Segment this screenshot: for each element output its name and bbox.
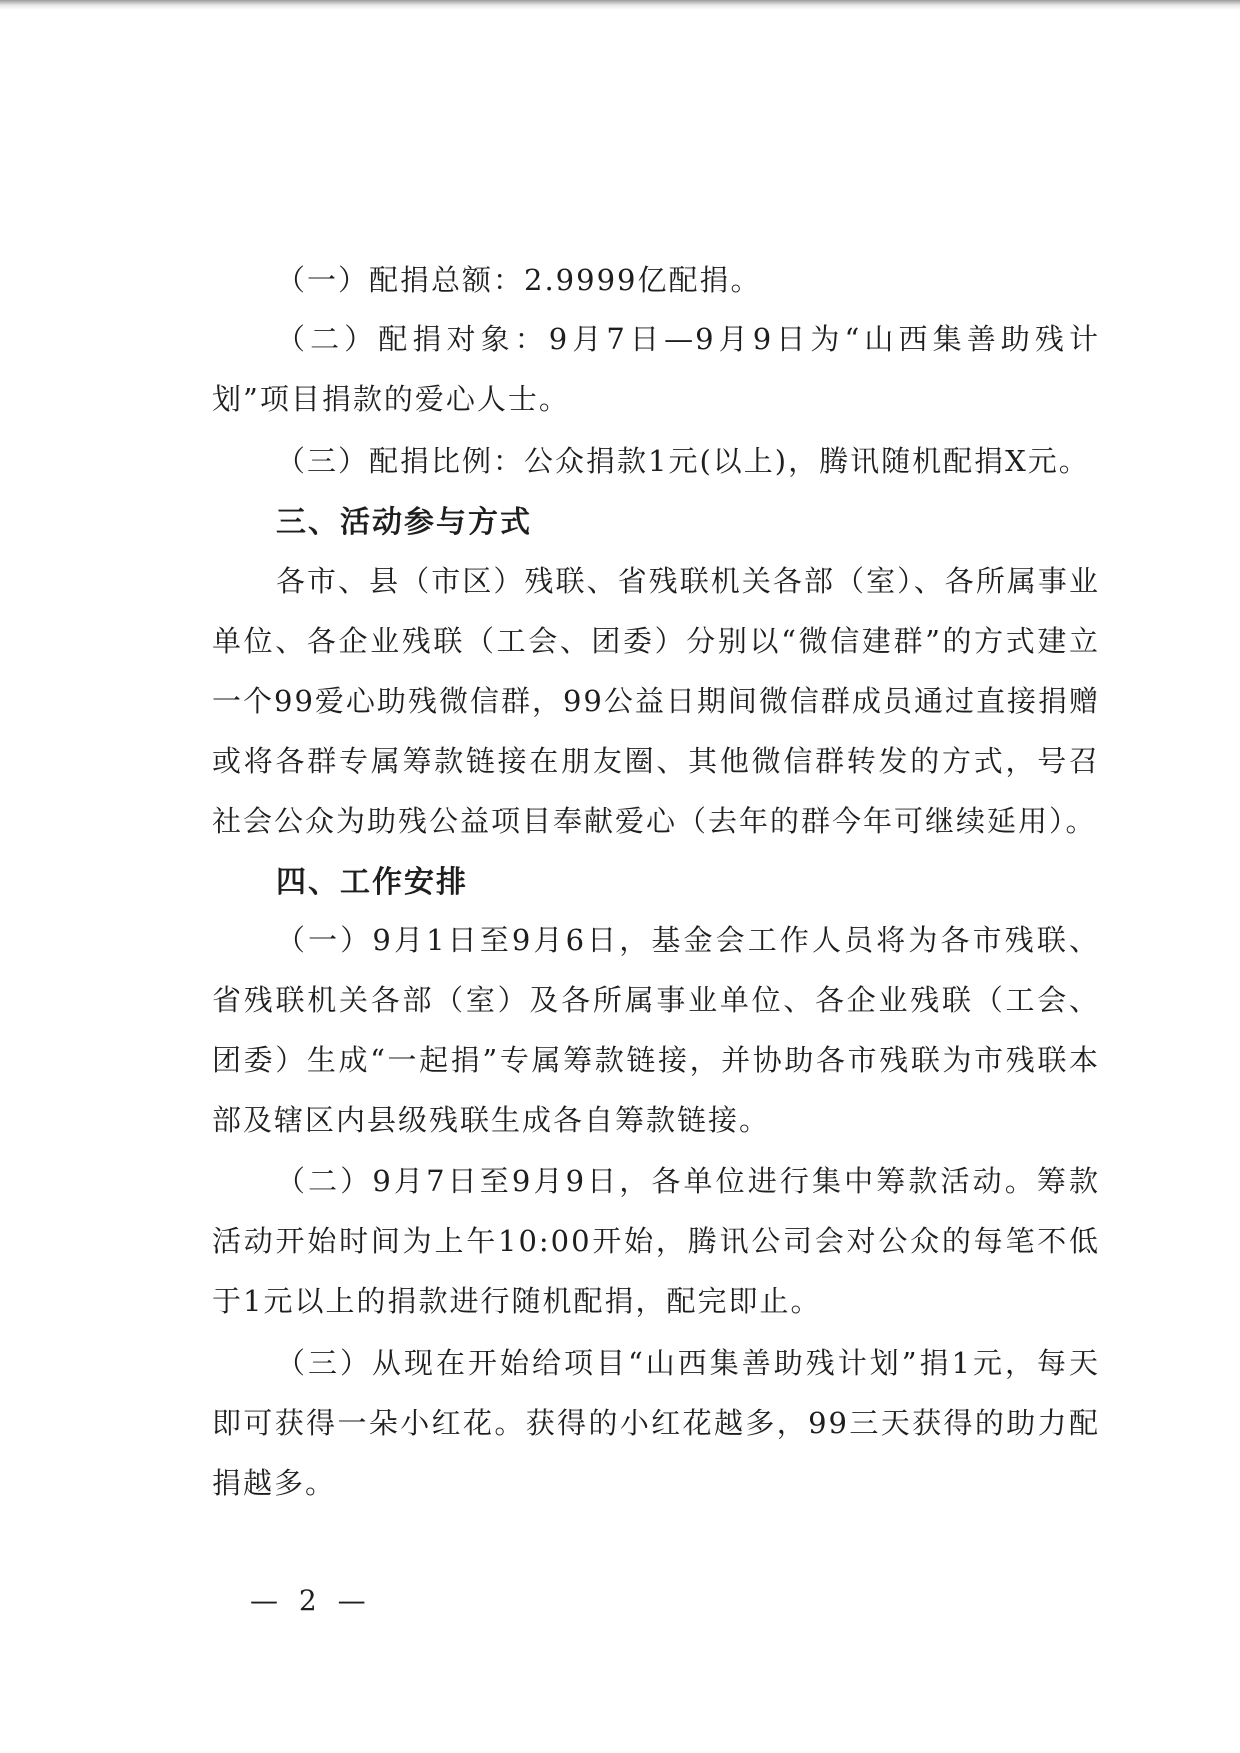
paragraph-participation: 各市、县（市区）残联、省残联机关各部（室）、各所属事业单位、各企业残联（工会、团委）分别以“微信建群”的方式建立一个99爱心助残微信群，99公益日期间微信群成员通过直接捐赠或将各群专属筹款链接在朋友圈、其他微信群转发的方式，号召社会公众为助残公益项目奉献爱心（去年的群今年可继续延用）。 (212, 564, 1100, 838)
paragraph-arrangement-3: （三）从现在开始给项目“山西集善助残计划”捐1元，每天即可获得一朵小红花。获得的小红花越多，99三天获得的助力配捐越多。 (212, 1346, 1100, 1500)
scan-edge (0, 0, 1240, 10)
section-heading-work-arrangement: 四、工作安排 (276, 865, 468, 900)
page-number: — 2 — (250, 1584, 372, 1617)
section-heading-participation: 三、活动参与方式 (276, 505, 532, 540)
paragraph-arrangement-1: （一）9月1日至9月6日，基金会工作人员将为各市残联、省残联机关各部（室）及各所属事业单位、各企业残联（工会、团委）生成“一起捐”专属筹款链接，并协助各市残联为市残联本部及辖区内县级残联生成各自筹款链接。 (212, 923, 1100, 1137)
paragraph-arrangement-2: （二）9月7日至9月9日，各单位进行集中筹款活动。筹款活动开始时间为上午10:00开始，腾讯公司会对公众的每笔不低于1元以上的捐款进行随机配捐，配完即止。 (212, 1164, 1100, 1318)
paragraph-match-ratio: （三）配捐比例：公众捐款1元(以上)，腾讯随机配捐X元。 (276, 444, 1090, 478)
paragraph-match-target: （二）配捐对象：9月7日—9月9日为“山西集善助残计划”项目捐款的爱心人士。 (212, 322, 1100, 416)
paragraph-match-total: （一）配捐总额：2.9999亿配捐。 (276, 263, 762, 297)
